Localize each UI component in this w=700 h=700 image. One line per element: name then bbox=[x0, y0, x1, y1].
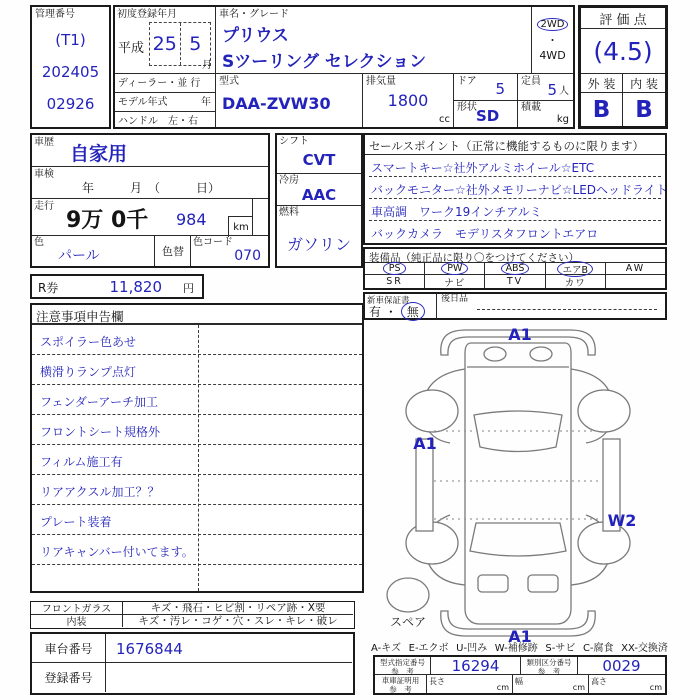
length-unit: cm bbox=[496, 683, 509, 692]
warranty-dot: ・ bbox=[384, 305, 397, 319]
note-item: フェンダーアーチ加工 bbox=[32, 385, 362, 415]
class-number-ref: 参 考 bbox=[537, 667, 561, 676]
era-label: 平成 bbox=[118, 41, 145, 56]
drive-2wd-circled: 2WD bbox=[537, 18, 569, 31]
management-number-label: 管理番号 bbox=[35, 9, 75, 20]
later-items-line bbox=[477, 309, 657, 310]
handle-row: ハンドル 左・右 bbox=[115, 112, 216, 127]
drive-type-cell bbox=[531, 7, 573, 74]
drive-4wd: 4WD bbox=[539, 49, 566, 62]
damage-mark-bottom: A1 bbox=[508, 627, 532, 645]
door-cell bbox=[454, 74, 518, 101]
equipment-tv: TV bbox=[485, 275, 545, 288]
equipment-header: 装備品（純正品に限り〇をつけてください） bbox=[365, 249, 665, 263]
inspection-text: 年 月 （ 日） bbox=[82, 181, 221, 195]
displacement-cell bbox=[363, 74, 454, 127]
width-unit: cm bbox=[572, 683, 585, 692]
equipment-abs: ABS bbox=[485, 263, 545, 275]
shape-label: 形状 bbox=[457, 102, 477, 113]
capacity-label: 定員 bbox=[521, 76, 541, 87]
inspection-row bbox=[32, 167, 268, 199]
class-number-label: 類別区分番号 bbox=[526, 658, 572, 667]
plate-label: 登録番号 bbox=[32, 663, 106, 692]
type-numbers-box bbox=[373, 655, 667, 695]
history-box bbox=[30, 133, 270, 268]
sales-points-box bbox=[363, 133, 667, 245]
reg-year: 25 bbox=[152, 33, 177, 55]
equipment-ps: PS bbox=[365, 263, 425, 275]
rating-box bbox=[578, 5, 668, 129]
rticket-label: R券 bbox=[38, 281, 59, 295]
sales-point-item: バックカメラ モデリスタフロントエアロ bbox=[371, 227, 599, 241]
sales-point-item: バックモニター☆社外メモリーナビ☆LEDヘッドライト bbox=[369, 177, 661, 199]
width-label: 幅 bbox=[515, 677, 523, 686]
chassis-value-cell bbox=[106, 634, 352, 663]
rating-score: (4.5) bbox=[581, 29, 665, 74]
shape-cell bbox=[454, 101, 518, 127]
management-number-line1: (T1) bbox=[55, 31, 86, 49]
spare-tire-shape bbox=[387, 578, 429, 612]
equipment-row1 bbox=[365, 263, 665, 275]
height-label: 高さ bbox=[591, 677, 607, 686]
chassis-box bbox=[30, 632, 355, 695]
interior-cond-label: 内装 bbox=[31, 615, 123, 628]
color-value: パール bbox=[58, 248, 100, 264]
note-item: リアキャンバー付いてます。 bbox=[32, 535, 362, 565]
equipment-pw: PW bbox=[425, 263, 485, 275]
legend-item: XX-交換済 bbox=[621, 643, 668, 654]
model-code-label: 型式 bbox=[219, 76, 239, 87]
front-glass-text: キズ・飛石・ヒビ割・リペア跡・X要 bbox=[123, 602, 353, 615]
garage-length-cell bbox=[427, 675, 513, 693]
ac-cell bbox=[277, 174, 361, 206]
equipment-navi: ナビ bbox=[425, 275, 485, 288]
load-unit: kg bbox=[556, 114, 569, 125]
damage-mark-left: A1 bbox=[413, 434, 437, 453]
type-number-ref: 参 考 bbox=[391, 667, 414, 676]
spare-label: スペア bbox=[389, 615, 427, 629]
wheel-rear-left bbox=[406, 390, 458, 432]
shift-ac-fuel-box bbox=[275, 133, 363, 268]
type-number-value: 16294 bbox=[431, 657, 521, 675]
class-number-label-cell bbox=[521, 657, 578, 675]
note-item: フロントシート規格外 bbox=[32, 415, 362, 445]
garage-width-cell bbox=[513, 675, 589, 693]
class-number-value: 0029 bbox=[578, 657, 665, 675]
damage-legend bbox=[371, 639, 668, 654]
glass-interior-box bbox=[30, 601, 355, 629]
capacity-unit: 人 bbox=[559, 86, 569, 97]
chassis-label: 車台番号 bbox=[32, 634, 106, 663]
mileage-spare-cell bbox=[252, 199, 269, 236]
note-item-empty bbox=[32, 565, 362, 591]
management-number-line3: 02926 bbox=[46, 95, 95, 113]
color-code-value: 070 bbox=[234, 248, 261, 264]
wheel-rear-right bbox=[578, 390, 630, 432]
note-item: スポイラー色あせ bbox=[32, 325, 362, 355]
reg-month: 5 bbox=[180, 23, 211, 65]
warranty-yes: 有 bbox=[369, 305, 382, 319]
reg-month-unit: 月 bbox=[202, 60, 212, 71]
length-label: 長さ bbox=[429, 677, 445, 686]
legend-item: S-サビ bbox=[545, 643, 576, 654]
rticket-unit: 円 bbox=[183, 282, 194, 295]
front-glass-label: フロントガラス bbox=[31, 602, 123, 615]
management-number-box bbox=[30, 5, 111, 129]
capacity-cell bbox=[518, 74, 573, 101]
model-code-cell bbox=[216, 74, 363, 127]
warranty-no-circled: 無 bbox=[401, 302, 425, 321]
equipment-empty bbox=[606, 275, 665, 288]
windshield-shape bbox=[470, 523, 566, 556]
mileage-label: 走行 bbox=[34, 201, 54, 212]
legend-item: U-凹み bbox=[456, 643, 488, 654]
ac-value: AAC bbox=[301, 186, 337, 204]
note-item: リアアクスル加工？？ bbox=[32, 475, 362, 505]
later-items-cell bbox=[437, 294, 665, 318]
vehicle-info-box bbox=[113, 5, 575, 129]
drive-dot: ・ bbox=[547, 34, 558, 47]
history-label: 車歴 bbox=[34, 137, 54, 148]
sales-point-item: 車高調 ワーク19インチアルミ bbox=[369, 199, 661, 221]
sales-points-header: セールスポイント（正常に機能するものに限ります） bbox=[365, 135, 665, 155]
door-value: 5 bbox=[495, 80, 505, 98]
exterior-label: 外 装 bbox=[581, 74, 623, 93]
rticket-value: 11,820 bbox=[109, 278, 162, 296]
warranty-label: 新車保証書 bbox=[367, 296, 410, 306]
headrest-right-shape bbox=[530, 347, 552, 361]
mileage-num: 984 bbox=[176, 210, 207, 229]
damage-mark-right: W2 bbox=[607, 511, 637, 530]
model-code-value: DAA-ZVW30 bbox=[222, 94, 331, 113]
equipment-airbag: エアB bbox=[546, 263, 606, 275]
garage-height-cell bbox=[589, 675, 665, 693]
first-registration-cell bbox=[115, 7, 216, 74]
car-grade: Sツーリング セレクション bbox=[222, 52, 427, 72]
equipment-leather: カワ bbox=[546, 275, 606, 288]
note-item: フィルム施工有 bbox=[32, 445, 362, 475]
car-diagram bbox=[368, 323, 668, 645]
mileage-big: 9万 0千 bbox=[66, 208, 149, 233]
interior-label: 内 装 bbox=[623, 74, 665, 93]
model-year-unit: 年 bbox=[201, 97, 211, 108]
equipment-box bbox=[363, 247, 667, 290]
rating-header: 評 価 点 bbox=[581, 8, 665, 29]
management-number-line2: 202405 bbox=[41, 63, 100, 81]
garage-label-cell bbox=[375, 675, 427, 693]
legend-item: W-補修跡 bbox=[494, 643, 538, 654]
mileage-row bbox=[32, 199, 268, 236]
garage-label: 車庫証明用 bbox=[381, 676, 420, 685]
color-code-cell bbox=[190, 236, 269, 266]
warranty-choice bbox=[369, 302, 425, 321]
first-registration-label: 初度登録年月 bbox=[117, 9, 177, 20]
sales-point-item: スマートキー☆社外アルミホイール☆ETC bbox=[369, 155, 661, 177]
later-items-label: 後日品 bbox=[441, 294, 469, 304]
equipment-sr: SR bbox=[365, 275, 425, 288]
exterior-grade: B bbox=[581, 93, 623, 126]
load-label: 積載 bbox=[521, 102, 541, 113]
model-year-label: モデル年式 bbox=[118, 97, 168, 108]
displacement-unit: cc bbox=[439, 114, 450, 125]
warranty-cell bbox=[365, 294, 437, 318]
notes-box bbox=[30, 303, 364, 593]
shift-cell bbox=[277, 135, 361, 174]
fuel-cell bbox=[277, 206, 361, 266]
interior-grade: B bbox=[635, 96, 653, 123]
headlight-right-shape bbox=[528, 575, 558, 592]
type-number-label-cell bbox=[375, 657, 431, 675]
note-item: 横滑りランプ点灯 bbox=[32, 355, 362, 385]
mileage-unit: km bbox=[228, 216, 253, 237]
garage-ref: 参 考 bbox=[389, 685, 412, 694]
door-label: ドア bbox=[457, 76, 477, 87]
legend-item: E-エクボ bbox=[408, 643, 449, 654]
dealer-parallel-row: ディーラー・並 行 bbox=[115, 74, 216, 93]
car-name: プリウス bbox=[222, 26, 289, 46]
body-outline-shape bbox=[465, 343, 571, 624]
note-item: プレート装着 bbox=[32, 505, 362, 535]
load-cell bbox=[518, 101, 573, 127]
recycle-ticket-box bbox=[30, 274, 204, 299]
height-unit: cm bbox=[649, 683, 662, 692]
interior-cond-text: キズ・汚レ・コゲ・穴・スレ・キレ・破レ bbox=[138, 615, 338, 628]
equipment-row2 bbox=[365, 275, 665, 288]
car-name-label: 車名・グレード bbox=[219, 9, 289, 20]
headrest-left-shape bbox=[484, 347, 506, 361]
history-row bbox=[32, 135, 268, 167]
color-change-label: 色替 bbox=[154, 236, 191, 266]
legend-item: C-腐食 bbox=[582, 643, 614, 654]
fuel-value: ガソリン bbox=[286, 235, 351, 254]
type-number-label: 型式指定番号 bbox=[380, 658, 425, 667]
displacement-label: 排気量 bbox=[366, 76, 396, 87]
history-value: 自家用 bbox=[70, 143, 128, 165]
color-code-label: 色コード bbox=[193, 237, 233, 248]
shape-value: SD bbox=[476, 107, 500, 125]
displacement-value: 1800 bbox=[387, 91, 429, 110]
chassis-value: 1676844 bbox=[116, 640, 183, 658]
notes-header: 注意事項申告欄 bbox=[32, 305, 362, 325]
capacity-value: 5 bbox=[547, 81, 557, 99]
equipment-aw: AW bbox=[606, 263, 665, 275]
car-name-cell bbox=[216, 7, 531, 74]
shift-value: CVT bbox=[302, 151, 336, 169]
headlight-left-shape bbox=[478, 575, 508, 592]
shift-label: シフト bbox=[279, 136, 309, 147]
fuel-label: 燃料 bbox=[279, 207, 299, 218]
warranty-box bbox=[363, 292, 667, 320]
ac-label: 冷房 bbox=[279, 175, 299, 186]
legend-item: A-キズ bbox=[371, 643, 402, 654]
color-row bbox=[32, 236, 268, 266]
model-year-row bbox=[115, 93, 216, 112]
damage-mark-top: A1 bbox=[508, 325, 532, 344]
inspection-label: 車検 bbox=[34, 169, 54, 180]
plate-value-cell bbox=[106, 663, 352, 692]
color-label: 色 bbox=[34, 237, 44, 248]
